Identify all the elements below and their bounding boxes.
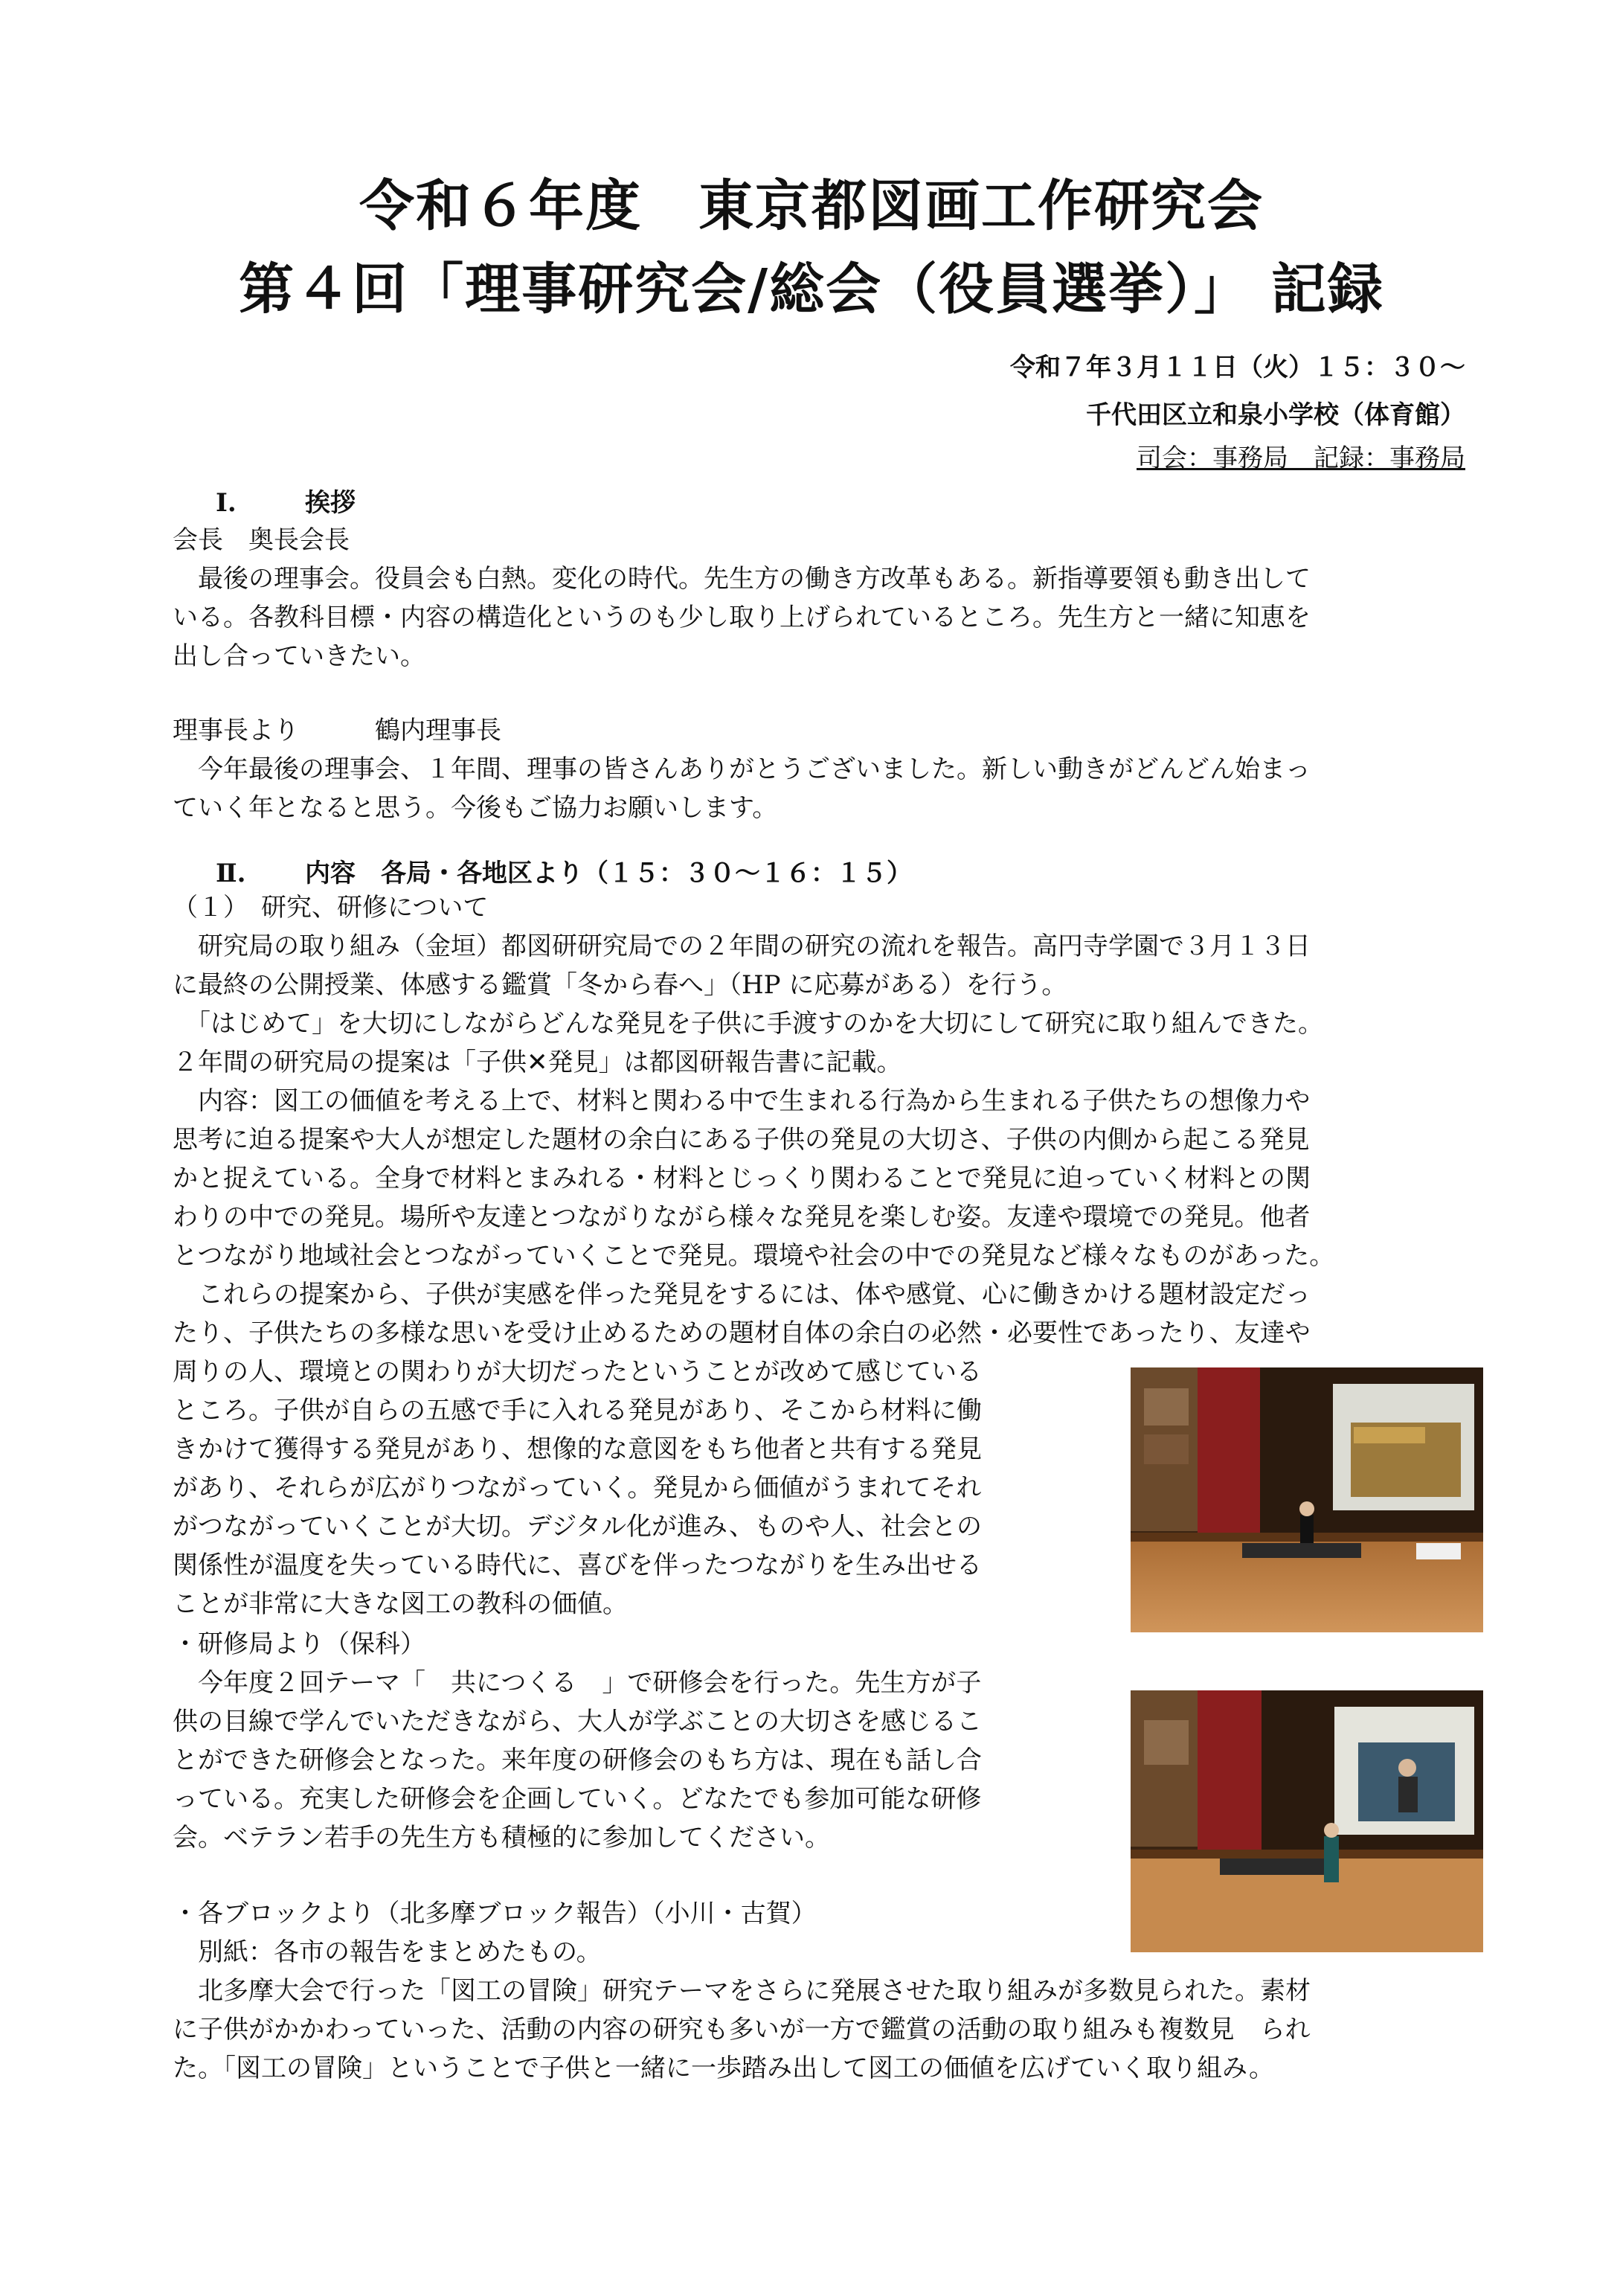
paragraph-line: ていく年となると思う。今後もご協力お願いします。: [173, 793, 778, 823]
section2-title: 内容 各局・各地区より（１５：３０～１６：１５）: [305, 859, 912, 888]
paragraph-line: 思考に迫る提案や大人が想定した題材の余白にある子供の発見の大切さ、子供の内側から起こる発見: [173, 1125, 1310, 1155]
training-heading: ・研修局より（保科）: [173, 1629, 425, 1659]
document-title-line2: 第４回「理事研究会/総会（役員選挙）」 記録: [239, 257, 1384, 321]
subsection-heading: （１） 研究、研修について: [173, 893, 489, 923]
section1-director-message: [173, 711, 1311, 827]
paragraph-line: ２年間の研究局の提案は「子供✕発見」は都図研報告書に記載。: [173, 1048, 902, 1077]
paragraph-line: 北多摩大会で行った「図工の冒険」研究テーマをさらに発展させた取り組みが多数見られた。素材: [173, 1976, 1311, 2006]
paragraph-line: 周りの人、環境との関わりが大切だったということが改めて感じている: [173, 1357, 982, 1387]
paragraph-line: がつながっていくことが大切。デジタル化が進み、ものや人、社会との: [173, 1512, 982, 1542]
paragraph-line: かと捉えている。全身で材料とまみれる・材料とじっくり関わることで発見に迫っていく材料との関: [173, 1164, 1311, 1193]
section2-training-report: [173, 1625, 982, 1857]
meeting-roles: 司会：事務局 記録：事務局: [1137, 443, 1465, 473]
paragraph-line: た。「図工の冒険」ということで子供と一緒に一歩踏み出して図工の価値を広げていく取り組み。: [173, 2053, 1275, 2083]
paragraph-line: 今年最後の理事会、１年間、理事の皆さんありがとうございました。新しい動きがどんどん始まっ: [173, 754, 1311, 784]
paragraph-line: 内容：図工の価値を考える上で、材料と関わる中で生まれる行為から生まれる子供たちの想像力や: [173, 1086, 1311, 1116]
paragraph-line: とができた研修会となった。来年度の研修会のもち方は、現在も話し合: [173, 1745, 982, 1775]
paragraph-line: いる。各教科目標・内容の構造化というのも少し取り上げられているところ。先生方と一緒に知恵を: [173, 603, 1311, 632]
paragraph-line: っている。充実した研修会を企画していく。どなたでも参加可能な研修: [173, 1784, 982, 1814]
paragraph-line: 出し合っていきたい。: [173, 641, 425, 671]
paragraph-line: 最後の理事会。役員会も白熱。変化の時代。先生方の働き方改革もある。新指導要領も動き出して: [173, 564, 1311, 594]
paragraph-line: ところ。子供が自らの五感で手に入れる発見があり、そこから材料に働: [173, 1396, 982, 1426]
meeting-place: 千代田区立和泉小学校（体育館）: [1086, 400, 1465, 430]
speaker-director: 理事長より 鶴内理事長: [173, 716, 501, 745]
paragraph-line: わりの中での発見。場所や友達とつながりながら様々な発見を楽しむ姿。友達や環境での発見。他者: [173, 1202, 1311, 1232]
meeting-photo-research-presentation: [1131, 1367, 1483, 1632]
section2-heading: [216, 853, 912, 889]
speaker-chairman: 会長 奥長会長: [173, 525, 350, 555]
section1-title: 挨拶: [305, 488, 356, 518]
paragraph-line: に最終の公開授業、体感する鑑賞「冬から春へ」（HP に応募がある）を行う。: [173, 970, 1067, 1000]
document-title-line1: 令和６年度 東京都図画工作研究会: [359, 174, 1264, 238]
paragraph-line: 関係性が温度を失っている時代に、喜びを伴ったつながりを生み出せる: [173, 1551, 982, 1580]
paragraph-line: 会。ベテラン若手の先生方も積極的に参加してください。: [173, 1823, 830, 1853]
paragraph-line: きかけて獲得する発見があり、想像的な意図をもち他者と共有する発見: [173, 1434, 982, 1464]
section1-greeting: [173, 521, 1311, 676]
paragraph-line: 研究局の取り組み（金垣）都図研研究局での２年間の研究の流れを報告。高円寺学園で３月１３日: [173, 931, 1311, 961]
paragraph-line: 「はじめて」を大切にしながらどんな発見を子供に手渡すのかを大切にして研究に取り組んできた。: [173, 1009, 1323, 1039]
block-heading: ・各ブロックより（北多摩ブロック報告）（小川・古賀）: [173, 1899, 817, 1928]
section2-number: Ⅱ.: [216, 859, 246, 888]
paragraph-line: たり、子供たちの多様な思いを受け止めるための題材自体の余白の必然・必要性であったり、友達や: [173, 1318, 1311, 1348]
photo2-image: [1131, 1690, 1483, 1952]
meeting-date: 令和７年３月１１日（火）１５：３０～: [1010, 353, 1465, 382]
section1-heading: [216, 482, 356, 519]
paragraph-line: これらの提案から、子供が実感を伴った発見をするには、体や感覚、心に働きかける題材設定だっ: [173, 1280, 1311, 1309]
section1-number: Ⅰ.: [216, 488, 237, 518]
paragraph-line: とつながり地域社会とつながっていくことで発見。環境や社会の中での発見など様々なものがあった。: [173, 1241, 1335, 1271]
paragraph-line: ことが非常に大きな図工の教科の価値。: [173, 1589, 628, 1619]
paragraph-line: 供の目線で学んでいただきながら、大人が学ぶことの大切さを感じるこ: [173, 1707, 982, 1737]
paragraph-line: があり、それらが広がりつながっていく。発見から価値がうまれてそれ: [173, 1473, 982, 1503]
photo1-image: [1131, 1367, 1483, 1632]
meeting-photo-training-presentation: [1131, 1690, 1483, 1952]
paragraph-line: 別紙：各市の報告をまとめたもの。: [173, 1937, 602, 1967]
paragraph-line: 今年度２回テーマ「 共につくる 」で研修会を行った。先生方が子: [173, 1668, 982, 1698]
paragraph-line: に子供がかかわっていった、活動の内容の研究も多いが一方で鑑賞の活動の取り組みも複数見 られ: [173, 2015, 1311, 2045]
